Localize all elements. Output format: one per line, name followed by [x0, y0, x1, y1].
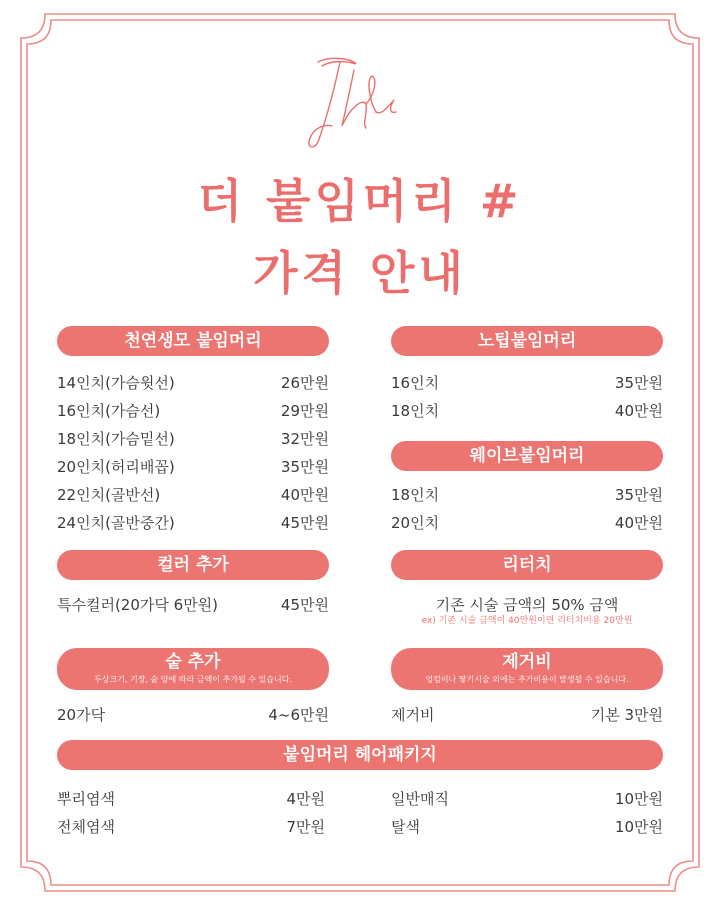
color-add-header-label: 컬러 추가 — [157, 555, 229, 575]
retouch-example-note: ex) 기존 시술 금액이 40만원이면 리터치비용 20만원 — [421, 616, 633, 626]
retouch-description: 기존 시술 금액의 50% 금액 — [435, 596, 619, 614]
item-price: 45만원 — [280, 514, 329, 532]
item-name: 18인치 — [391, 402, 440, 420]
item-price: 32만원 — [280, 430, 329, 448]
item-name: 18인치(가슴밑선) — [57, 430, 175, 448]
title-line-2: 가격 안내 — [253, 246, 467, 300]
item-price: 40만원 — [614, 402, 663, 420]
item-price: 10만원 — [614, 818, 663, 836]
item-name: 22인치(골반선) — [57, 486, 161, 504]
retouch-header-label: 리터치 — [502, 555, 552, 575]
item-price: 40만원 — [614, 514, 663, 532]
natural-hair-header-label: 천연생모 붙임머리 — [124, 331, 262, 351]
volume-add-subnote: 두상크기, 기장, 숱 양에 따라 금액이 추가될 수 있습니다. — [94, 675, 292, 684]
item-price: 45만원 — [280, 596, 329, 614]
item-name: 20인치 — [391, 514, 440, 532]
removal-subnote: 엉킴이나 땋기시술 외에는 추가비용이 발생될 수 있습니다. — [425, 675, 629, 684]
volume-add-header — [57, 648, 329, 690]
item-name: 특수컬러(20가닥 6만원) — [57, 596, 219, 614]
removal-header — [391, 648, 663, 690]
item-name: 20가닥 — [57, 706, 106, 724]
retouch-header — [391, 550, 663, 580]
volume-add-header-label: 숱 추가 — [165, 652, 221, 672]
item-name: 일반매직 — [391, 790, 449, 808]
notip-header — [391, 326, 663, 356]
item-price: 35만원 — [614, 374, 663, 392]
notip-header-label: 노팁붙임머리 — [477, 331, 577, 351]
the-script-logo — [0, 0, 720, 160]
item-name: 16인치(가슴선) — [57, 402, 161, 420]
natural-hair-header — [57, 326, 329, 356]
item-price: 7만원 — [286, 818, 325, 836]
item-name: 제거비 — [391, 706, 435, 724]
item-price: 35만원 — [280, 458, 329, 476]
item-name: 20인치(허리배꼽) — [57, 458, 175, 476]
package-header — [57, 740, 663, 770]
item-name: 뿌리염색 — [57, 790, 115, 808]
item-price: 4~6만원 — [268, 706, 329, 724]
item-price: 29만원 — [280, 402, 329, 420]
item-price: 26만원 — [280, 374, 329, 392]
item-price: 35만원 — [614, 486, 663, 504]
item-name: 18인치 — [391, 486, 440, 504]
removal-header-label: 제거비 — [502, 652, 552, 672]
item-price: 40만원 — [280, 486, 329, 504]
item-name: 전체염색 — [57, 818, 115, 836]
wave-header-label: 웨이브붙임머리 — [469, 446, 585, 466]
color-add-header — [57, 550, 329, 580]
item-name: 탈색 — [391, 818, 420, 836]
item-name: 14인치(가슴윗선) — [57, 374, 175, 392]
wave-header — [391, 441, 663, 471]
item-name: 16인치 — [391, 374, 440, 392]
item-price: 4만원 — [286, 790, 325, 808]
package-header-label: 붙임머리 헤어패키지 — [283, 745, 437, 765]
item-price: 10만원 — [614, 790, 663, 808]
title-line-1: 더 붙임머리 # — [197, 174, 523, 228]
item-name: 24인치(골반중간) — [57, 514, 175, 532]
item-price: 기본 3만원 — [590, 706, 663, 724]
